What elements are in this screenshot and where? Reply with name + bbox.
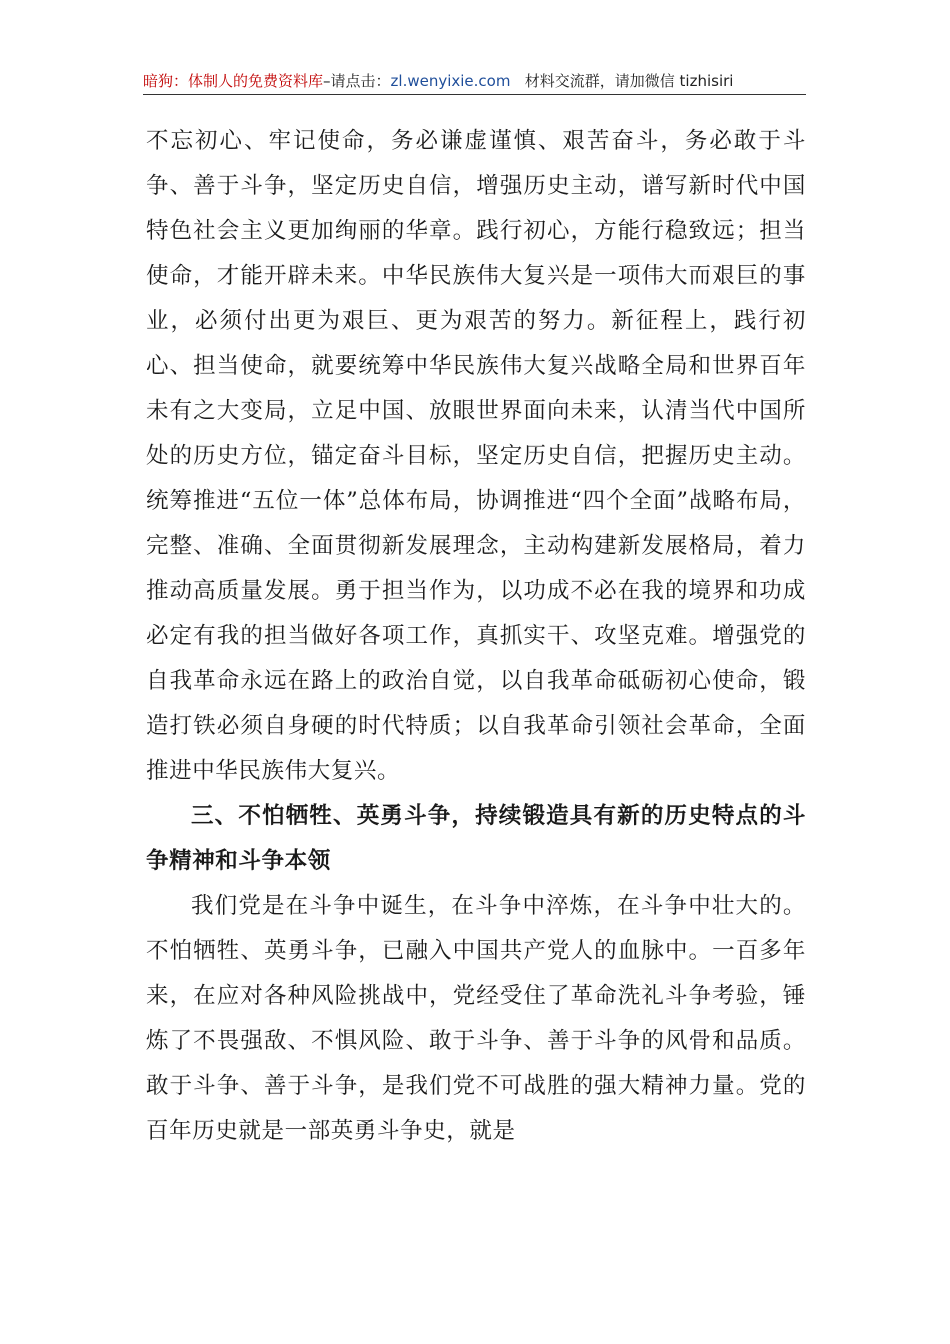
header-divider bbox=[143, 94, 806, 95]
header-site-name: 暗狗：体制人的免费资料库 bbox=[143, 72, 324, 90]
header-click-prompt: –请点击： bbox=[323, 72, 391, 90]
section-heading: 三、不怕牺牲、英勇斗争，持续锻造具有新的历史特点的斗争精神和斗争本领 bbox=[146, 803, 806, 874]
document-body bbox=[146, 119, 806, 1154]
paragraph-1: 不忘初心、牢记使命，务必谦虚谨慎、艰苦奋斗，务必敢于斗争、善于斗争，坚定历史自信，增强历史主动，谱写新时代中国特色社会主义更加绚丽的华章。践行初心，方能行稳致远；担当使命，才能开辟未来。中华民族伟大复兴是一项伟大而艰巨的事业，必须付出更为艰巨、更为艰苦的努力。新征程上，践行初心、担当使命，就要统筹中华民族伟大复兴战略全局和世界百年未有之大变局，立足中国、放眼世界面向未来，认清当代中国所处的历史方位，锚定奋斗目标，坚定历史自信，把握历史主动。统筹推进“五位一体”总体布局，协调推进“四个全面”战略布局，完整、准确、全面贯彻新发展理念，主动构建新发展格局，着力推动高质量发展。勇于担当作为，以功成不必在我的境界和功成必定有我的担当做好各项工作，真抓实干、攻坚克难。增强党的自我革命永远在路上的政治自觉，以自我革命砥砺初心使命，锻造打铁必须自身硬的时代特质；以自我革命引领社会革命，全面推进中华民族伟大复兴。 bbox=[146, 128, 806, 784]
paragraph-2: 我们党是在斗争中诞生，在斗争中淬炼，在斗争中壮大的。不怕牺牲、英勇斗争，已融入中国共产党人的血脉中。一百多年来，在应对各种风险挑战中，党经受住了革命洗礼斗争考验，锤炼了不畏强敌、不惧风险、敢于斗争、善于斗争的风骨和品质。敢于斗争、善于斗争，是我们党不可战胜的强大精神力量。党的百年历史就是一部英勇斗争史，就是 bbox=[146, 893, 806, 1144]
header-group-text: 材料交流群，请加微信 tizhisiri bbox=[524, 72, 734, 90]
page-header bbox=[143, 68, 806, 94]
header-url-link[interactable]: zl.wenyixie.com bbox=[390, 72, 511, 90]
